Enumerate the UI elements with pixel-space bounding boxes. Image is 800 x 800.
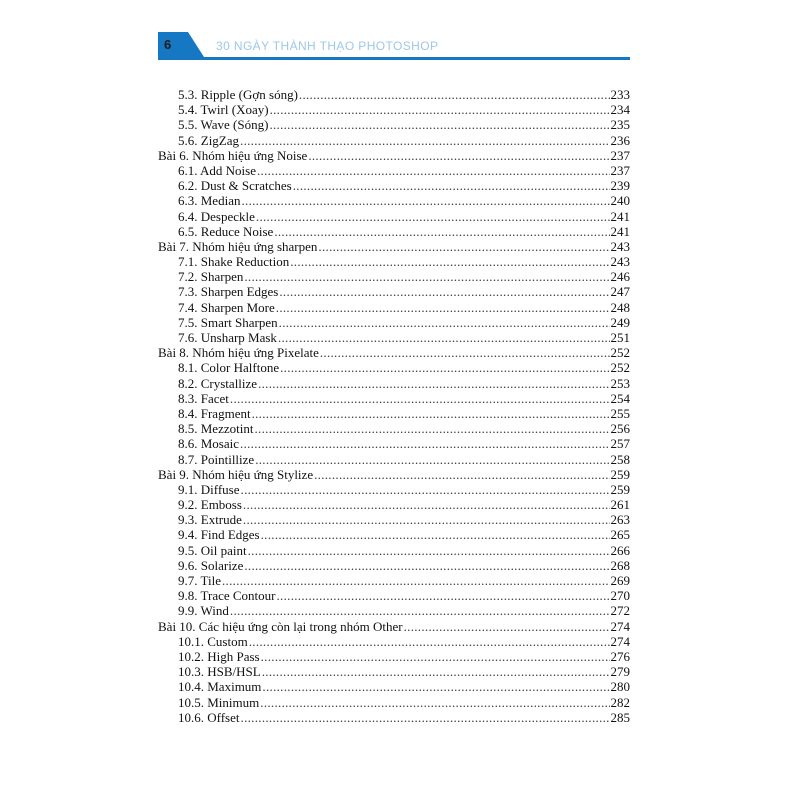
toc-entry-label: 8.6. Mosaic bbox=[178, 436, 240, 452]
toc-dot-leader bbox=[222, 573, 610, 588]
toc-entry-page: 251 bbox=[610, 330, 630, 345]
toc-entry-page: 246 bbox=[610, 269, 630, 285]
toc-entry-label: 5.3. Ripple (Gợn sóng) bbox=[178, 87, 298, 102]
toc-dot-leader bbox=[277, 588, 610, 603]
toc-dot-leader bbox=[255, 452, 609, 467]
toc-entry-label: 8.3. Facet bbox=[178, 390, 229, 406]
toc-entry-label: 5.5. Wave (Sóng) bbox=[178, 117, 269, 133]
toc-dot-leader bbox=[230, 603, 610, 618]
toc-dot-leader bbox=[243, 512, 610, 527]
toc-dot-leader bbox=[254, 421, 609, 436]
toc-dot-leader bbox=[258, 376, 609, 391]
toc-section-entry bbox=[158, 376, 630, 391]
toc-entry-page: 256 bbox=[610, 421, 630, 437]
toc-entry-page: 285 bbox=[610, 709, 630, 725]
toc-dot-leader bbox=[262, 664, 610, 679]
toc-section-entry bbox=[158, 664, 630, 679]
toc-entry-label: 7.2. Sharpen bbox=[178, 269, 244, 285]
toc-section-entry bbox=[158, 133, 630, 148]
toc-section-entry bbox=[158, 695, 630, 710]
toc-entry-page: 252 bbox=[610, 360, 630, 376]
toc-dot-leader bbox=[241, 482, 610, 497]
toc-section-entry bbox=[158, 452, 630, 467]
toc-dot-leader bbox=[262, 679, 609, 694]
toc-dot-leader bbox=[314, 467, 609, 482]
toc-dot-leader bbox=[278, 330, 610, 345]
toc-dot-leader bbox=[280, 360, 609, 375]
toc-section-entry bbox=[158, 269, 630, 284]
toc-section-entry bbox=[158, 421, 630, 436]
toc-section-entry bbox=[158, 163, 630, 178]
toc-dot-leader bbox=[299, 87, 610, 102]
toc-entry-label: 6.5. Reduce Noise bbox=[178, 223, 274, 239]
toc-section-entry bbox=[158, 634, 630, 649]
toc-dot-leader bbox=[241, 193, 609, 208]
toc-section-entry bbox=[158, 603, 630, 618]
toc-entry-page: 268 bbox=[610, 557, 630, 573]
toc-entry-page: 272 bbox=[610, 603, 630, 619]
toc-section-entry bbox=[158, 527, 630, 542]
page-number: 6 bbox=[164, 37, 172, 52]
toc-chapter-entry bbox=[158, 345, 630, 360]
toc-entry-label: 10.3. HSB/HSL bbox=[178, 664, 261, 680]
book-title: 30 NGÀY THÀNH THẠO PHOTOSHOP bbox=[216, 39, 439, 53]
toc-entry-page: 279 bbox=[610, 664, 630, 680]
toc-entry-label: 9.8. Trace Contour bbox=[178, 588, 276, 604]
toc-dot-leader bbox=[279, 284, 609, 299]
toc-dot-leader bbox=[240, 133, 609, 148]
toc-entry-label: 9.5. Oil paint bbox=[178, 542, 247, 558]
toc-dot-leader bbox=[241, 710, 610, 725]
toc-entry-label: 10.4. Maximum bbox=[178, 679, 262, 695]
toc-dot-leader bbox=[279, 315, 610, 330]
toc-entry-page: 257 bbox=[610, 436, 630, 452]
toc-entry-label: 6.1. Add Noise bbox=[178, 162, 256, 178]
toc-entry-page: 233 bbox=[610, 87, 630, 102]
toc-entry-page: 259 bbox=[610, 466, 630, 482]
toc-section-entry bbox=[158, 209, 630, 224]
toc-chapter-entry bbox=[158, 619, 630, 634]
toc-section-entry bbox=[158, 178, 630, 193]
toc-entry-page: 274 bbox=[610, 618, 630, 634]
toc-entry-label: 7.5. Smart Sharpen bbox=[178, 314, 278, 330]
toc-entry-label: 6.2. Dust & Scratches bbox=[178, 178, 292, 194]
toc-entry-page: 253 bbox=[610, 375, 630, 391]
toc-dot-leader bbox=[257, 163, 610, 178]
toc-section-entry bbox=[158, 543, 630, 558]
toc-entry-page: 270 bbox=[610, 588, 630, 604]
toc-entry-page: 274 bbox=[610, 633, 630, 649]
toc-entry-page: 265 bbox=[610, 527, 630, 543]
toc-dot-leader bbox=[252, 406, 610, 421]
toc-chapter-entry bbox=[158, 239, 630, 254]
toc-entry-page: 276 bbox=[610, 648, 630, 664]
toc-entry-label: 10.1. Custom bbox=[178, 633, 248, 649]
toc-dot-leader bbox=[243, 497, 610, 512]
toc-section-entry bbox=[158, 284, 630, 299]
toc-dot-leader bbox=[261, 649, 610, 664]
toc-dot-leader bbox=[240, 436, 609, 451]
toc-entry-page: 237 bbox=[610, 162, 630, 178]
toc-section-entry bbox=[158, 436, 630, 451]
toc-entry-label: 8.7. Pointillize bbox=[178, 451, 255, 467]
toc-dot-leader bbox=[404, 619, 610, 634]
toc-entry-page: 255 bbox=[610, 405, 630, 421]
toc-entry-label: 7.4. Sharpen More bbox=[178, 299, 275, 315]
toc-dot-leader bbox=[260, 695, 609, 710]
toc-entry-page: 234 bbox=[610, 102, 630, 118]
toc-entry-page: 280 bbox=[610, 679, 630, 695]
toc-section-entry bbox=[158, 254, 630, 269]
toc-entry-label: Bài 6. Nhóm hiệu ứng Noise bbox=[158, 147, 308, 163]
toc-entry-page: 243 bbox=[610, 238, 630, 254]
toc-section-entry bbox=[158, 87, 630, 102]
toc-section-entry bbox=[158, 117, 630, 132]
toc-dot-leader bbox=[290, 254, 609, 269]
toc-section-entry bbox=[158, 649, 630, 664]
toc-dot-leader bbox=[270, 102, 610, 117]
toc-entry-label: 8.1. Color Halftone bbox=[178, 360, 280, 376]
toc-entry-label: 9.7. Tile bbox=[178, 573, 221, 588]
toc-entry-page: 259 bbox=[610, 481, 630, 497]
toc-entry-label: 7.3. Sharpen Edges bbox=[178, 284, 279, 300]
toc-entry-label: 8.2. Crystallize bbox=[178, 375, 258, 391]
toc-section-entry bbox=[158, 497, 630, 512]
toc-entry-label: Bài 9. Nhóm hiệu ứng Stylize bbox=[158, 466, 314, 482]
toc-entry-page: 241 bbox=[610, 223, 630, 239]
toc-entry-page: 258 bbox=[610, 451, 630, 467]
toc-entry-page: 236 bbox=[610, 132, 630, 148]
toc-entry-page: 252 bbox=[610, 345, 630, 361]
toc-section-entry bbox=[158, 573, 630, 588]
page-header bbox=[158, 32, 630, 60]
toc-dot-leader bbox=[244, 558, 609, 573]
toc-entry-page: 247 bbox=[610, 284, 630, 300]
toc-entry-label: 9.9. Wind bbox=[178, 603, 229, 619]
toc-entry-page: 239 bbox=[610, 178, 630, 194]
page-number-tab bbox=[158, 32, 204, 60]
toc-entry-label: Bài 7. Nhóm hiệu ứng sharpen bbox=[158, 238, 318, 254]
toc-section-entry bbox=[158, 315, 630, 330]
toc-entry-label: 9.3. Extrude bbox=[178, 512, 242, 528]
header-rule bbox=[158, 57, 630, 60]
toc-section-entry bbox=[158, 391, 630, 406]
toc-section-entry bbox=[158, 512, 630, 527]
toc-entry-page: 261 bbox=[610, 497, 630, 513]
toc-entry-page: 248 bbox=[610, 299, 630, 315]
toc-dot-leader bbox=[269, 117, 609, 132]
toc-entry-page: 240 bbox=[610, 193, 630, 209]
toc-entry-label: 10.2. High Pass bbox=[178, 648, 260, 664]
toc-section-entry bbox=[158, 679, 630, 694]
toc-dot-leader bbox=[261, 527, 610, 542]
toc-entry-label: 8.5. Mezzotint bbox=[178, 421, 254, 437]
toc-dot-leader bbox=[320, 345, 610, 360]
toc-entry-label: 7.1. Shake Reduction bbox=[178, 254, 290, 270]
toc-section-entry bbox=[158, 482, 630, 497]
toc-section-entry bbox=[158, 300, 630, 315]
toc-dot-leader bbox=[249, 634, 610, 649]
toc-dot-leader bbox=[293, 178, 610, 193]
toc-dot-leader bbox=[308, 148, 609, 163]
toc-entry-label: 5.6. ZigZag bbox=[178, 132, 240, 148]
toc-chapter-entry bbox=[158, 467, 630, 482]
toc-entry-page: 266 bbox=[610, 542, 630, 558]
toc-section-entry bbox=[158, 224, 630, 239]
toc-entry-label: 7.6. Unsharp Mask bbox=[178, 330, 277, 345]
toc-entry-label: 9.2. Emboss bbox=[178, 497, 242, 513]
toc-section-entry bbox=[158, 558, 630, 573]
toc-chapter-entry bbox=[158, 148, 630, 163]
toc-dot-leader bbox=[230, 391, 610, 406]
toc-entry-label: 9.6. Solarize bbox=[178, 557, 244, 573]
toc-entry-page: 254 bbox=[610, 390, 630, 406]
toc-entry-label: 10.5. Minimum bbox=[178, 694, 260, 710]
toc-dot-leader bbox=[256, 209, 610, 224]
toc-entry-label: Bài 10. Các hiệu ứng còn lại trong nhóm Other bbox=[158, 618, 403, 634]
toc-entry-page: 241 bbox=[610, 208, 630, 224]
toc-section-entry bbox=[158, 102, 630, 117]
toc-entry-label: 10.6. Offset bbox=[178, 709, 240, 725]
toc-entry-page: 243 bbox=[610, 254, 630, 270]
toc-section-entry bbox=[158, 193, 630, 208]
toc-entry-page: 237 bbox=[610, 147, 630, 163]
toc-dot-leader bbox=[248, 543, 610, 558]
toc-section-entry bbox=[158, 330, 630, 345]
toc-entry-label: 5.4. Twirl (Xoay) bbox=[178, 102, 269, 118]
table-of-contents bbox=[158, 87, 630, 725]
toc-dot-leader bbox=[318, 239, 609, 254]
toc-section-entry bbox=[158, 710, 630, 725]
toc-entry-label: Bài 8. Nhóm hiệu ứng Pixelate bbox=[158, 345, 319, 361]
toc-entry-page: 235 bbox=[610, 117, 630, 133]
toc-dot-leader bbox=[244, 269, 609, 284]
toc-entry-page: 249 bbox=[610, 314, 630, 330]
toc-section-entry bbox=[158, 588, 630, 603]
toc-entry-page: 269 bbox=[610, 573, 630, 588]
toc-entry-page: 263 bbox=[610, 512, 630, 528]
toc-entry-label: 9.4. Find Edges bbox=[178, 527, 260, 543]
toc-dot-leader bbox=[274, 224, 609, 239]
toc-section-entry bbox=[158, 360, 630, 375]
toc-entry-label: 8.4. Fragment bbox=[178, 405, 251, 421]
toc-entry-label: 6.3. Median bbox=[178, 193, 241, 209]
toc-entry-label: 6.4. Despeckle bbox=[178, 208, 255, 224]
toc-entry-page: 282 bbox=[610, 694, 630, 710]
toc-section-entry bbox=[158, 406, 630, 421]
toc-dot-leader bbox=[276, 300, 610, 315]
toc-entry-label: 9.1. Diffuse bbox=[178, 481, 240, 497]
